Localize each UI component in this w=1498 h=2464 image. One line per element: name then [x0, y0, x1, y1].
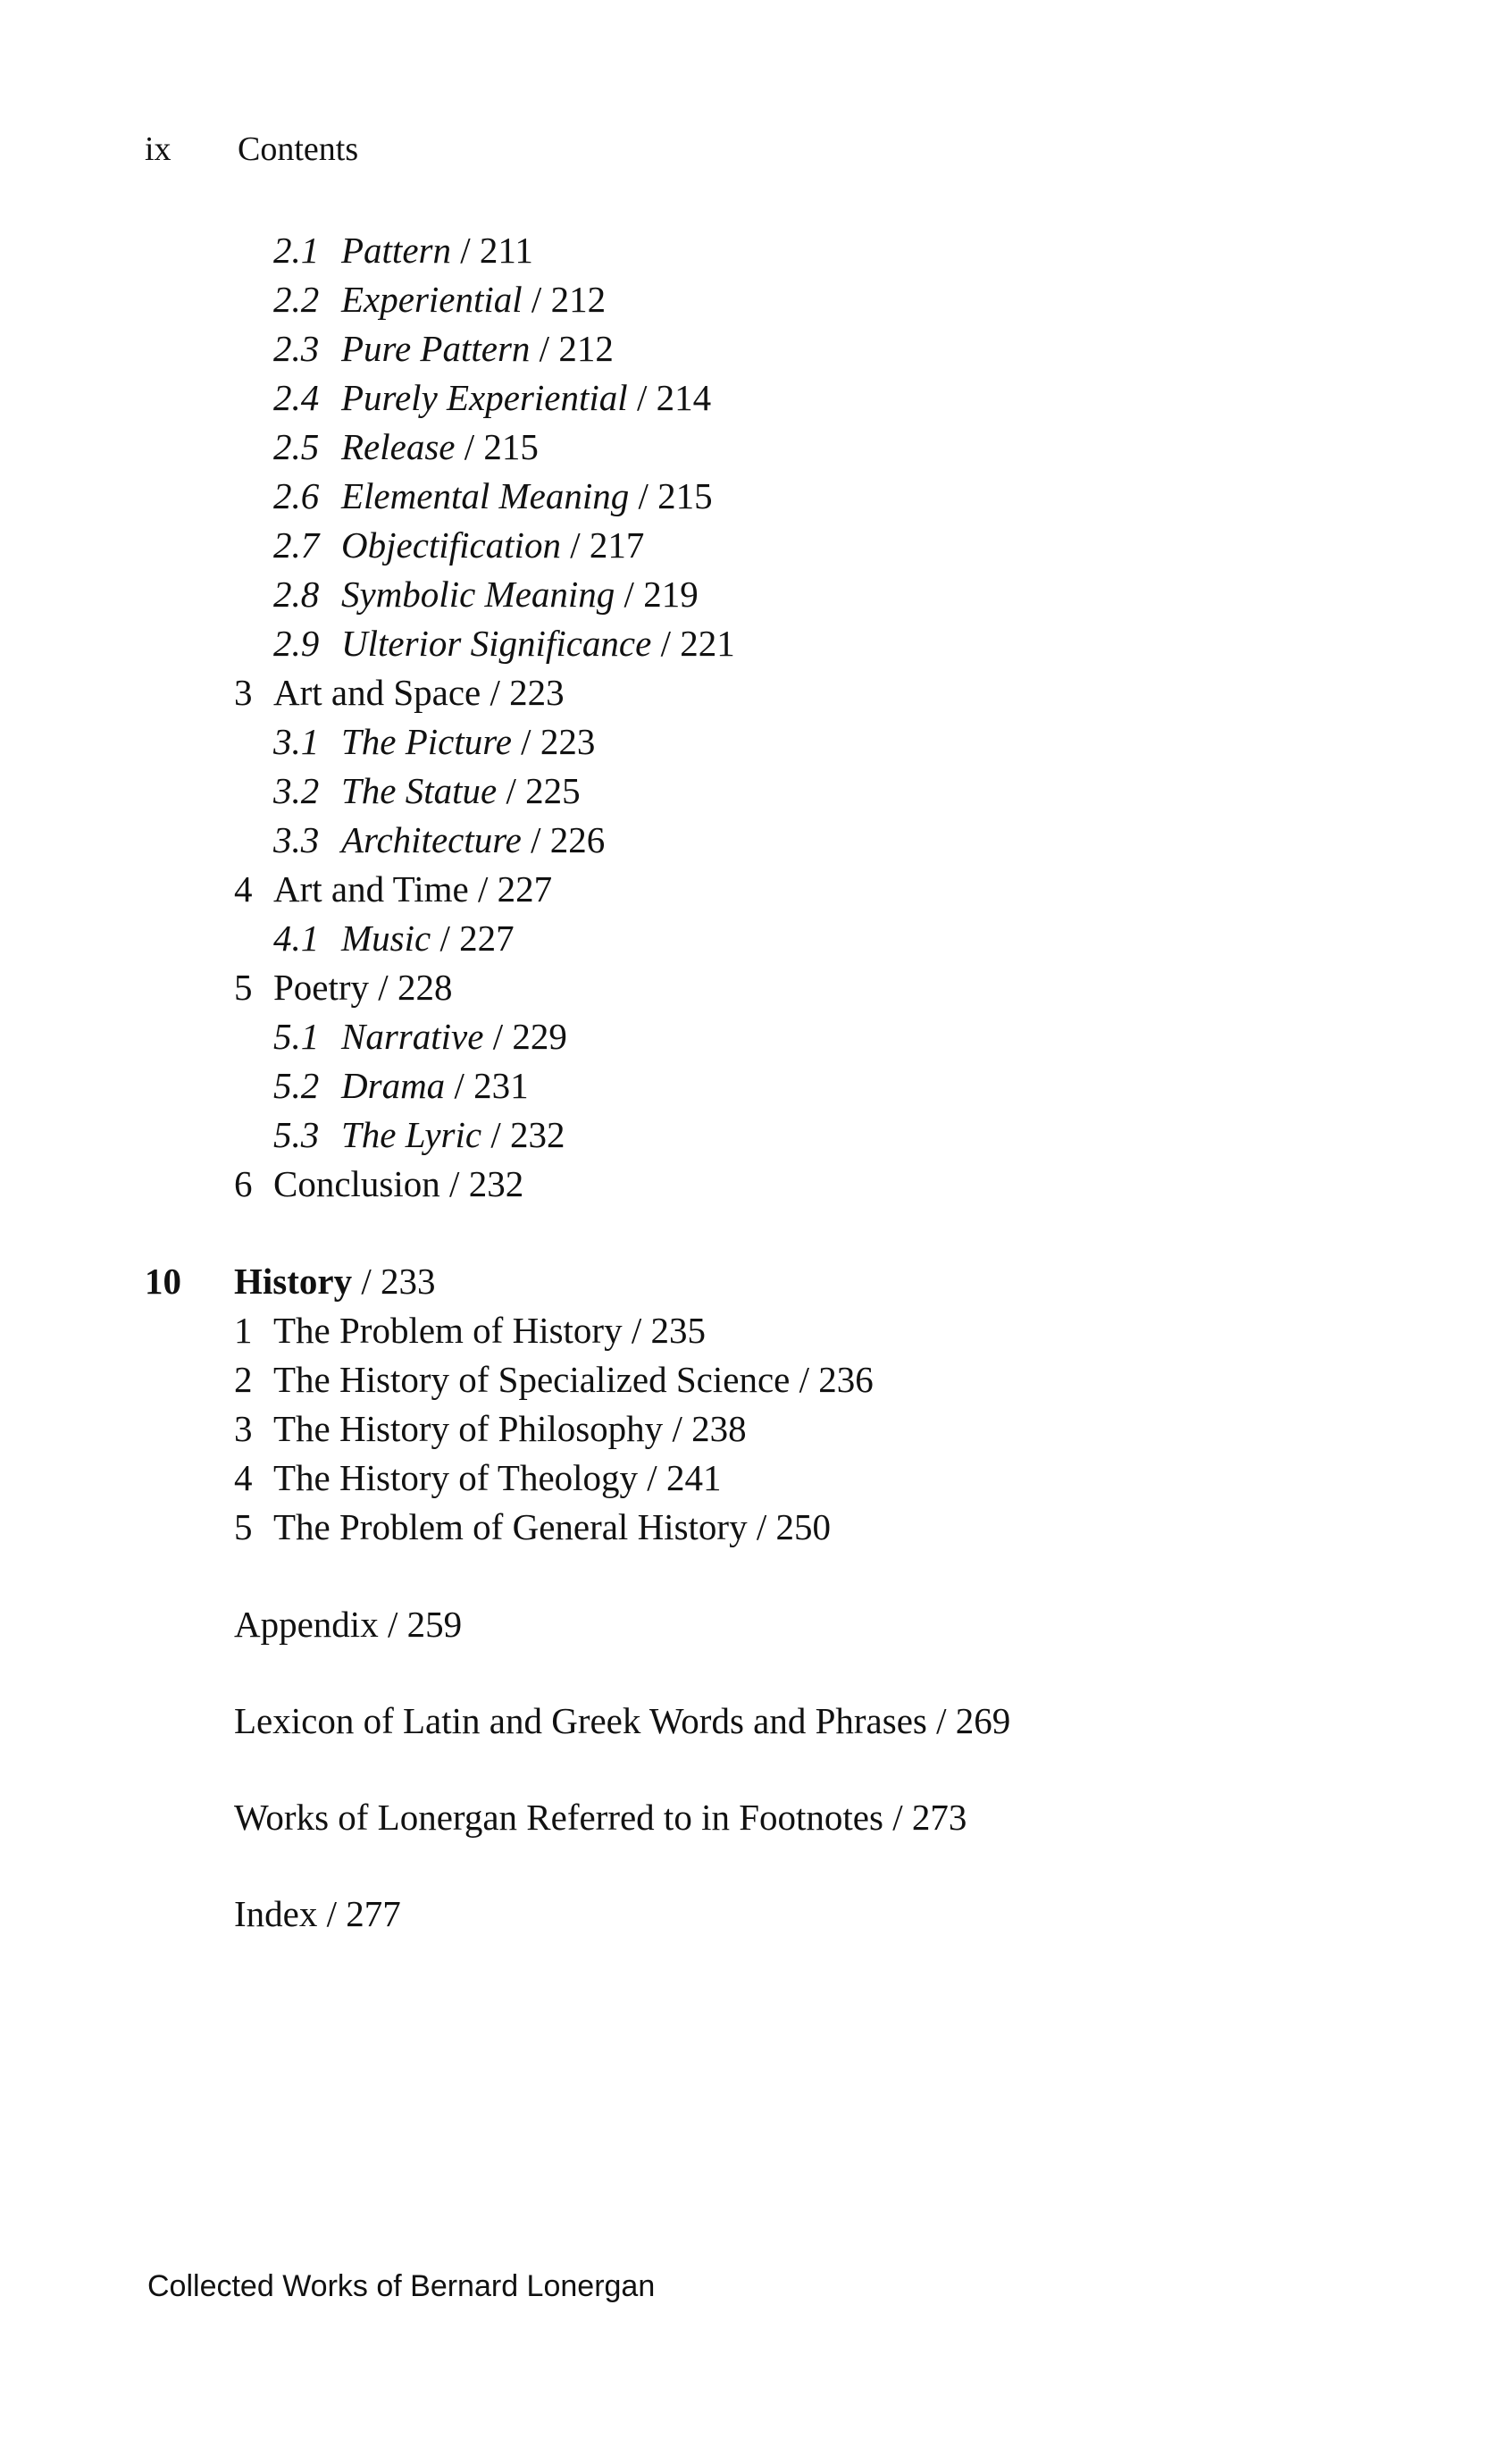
separator: / — [369, 967, 398, 1008]
chapter-number: 10 — [145, 1261, 181, 1302]
entry-title: Objectification — [341, 524, 561, 566]
toc-entry[interactable] — [145, 423, 1440, 472]
entry-title: Ulterior Significance — [341, 623, 652, 664]
separator: / — [468, 868, 498, 909]
separator: / — [883, 1797, 912, 1838]
entry-number: 2.8 — [273, 574, 320, 615]
back-matter-title: Lexicon of Latin and Greek Words and Phrases — [234, 1700, 927, 1741]
toc-entry[interactable] — [145, 1110, 1440, 1160]
back-matter-page: 277 — [346, 1893, 401, 1934]
toc-entry[interactable] — [145, 1061, 1440, 1110]
entry-number: 4.1 — [273, 918, 320, 959]
toc-section[interactable] — [145, 668, 1440, 717]
entry-number: 2.7 — [273, 524, 320, 566]
toc-entry[interactable] — [145, 717, 1440, 767]
section-title: Conclusion — [273, 1163, 440, 1204]
section-title: Poetry — [273, 967, 370, 1008]
entry-page: 215 — [483, 426, 539, 467]
section-page: 227 — [497, 868, 553, 909]
entry-page: 212 — [558, 328, 614, 369]
entry-page: 212 — [550, 279, 607, 320]
entry-title: Music — [341, 918, 431, 959]
toc-entry[interactable] — [145, 1012, 1440, 1061]
separator: / — [522, 279, 551, 320]
entry-title: Elemental Meaning — [341, 475, 630, 516]
back-matter-page: 269 — [955, 1700, 1011, 1741]
separator: / — [638, 1457, 666, 1498]
toc-section[interactable] — [145, 1503, 1440, 1552]
entry-title: Release — [341, 426, 456, 467]
separator: / — [560, 524, 590, 566]
separator: / — [317, 1893, 347, 1934]
entry-title: Narrative — [341, 1016, 484, 1057]
chapter-page: 233 — [381, 1261, 436, 1302]
section-page: 232 — [468, 1163, 524, 1204]
entry-page: 217 — [589, 524, 645, 566]
section-page: 228 — [397, 967, 453, 1008]
entry-title: The Statue — [341, 770, 498, 811]
separator: / — [629, 475, 658, 516]
entry-title: Symbolic Meaning — [341, 574, 615, 615]
entry-number: 3.2 — [273, 770, 320, 811]
back-matter-title: Appendix — [234, 1604, 379, 1645]
entry-title: Experiential — [341, 279, 523, 320]
entry-number: 3.1 — [273, 721, 320, 762]
entry-title: The Lyric — [341, 1114, 482, 1155]
separator: / — [926, 1700, 956, 1741]
entry-number: 5.2 — [273, 1065, 320, 1106]
entry-page: 232 — [509, 1114, 565, 1155]
separator: / — [450, 230, 480, 271]
entry-number: 2.6 — [273, 475, 320, 516]
section-title: The History of Specialized Science — [273, 1359, 791, 1400]
toc-entry[interactable] — [145, 226, 1440, 275]
toc-back-matter-works[interactable] — [145, 1793, 1440, 1842]
section-number: 2 — [234, 1359, 253, 1400]
entry-title: Architecture — [341, 819, 522, 860]
separator: / — [627, 377, 657, 418]
separator: / — [622, 1310, 651, 1351]
toc-section[interactable] — [145, 963, 1440, 1012]
toc-section[interactable] — [145, 1454, 1440, 1503]
section-page: 250 — [775, 1506, 831, 1547]
toc-entry[interactable] — [145, 619, 1440, 668]
entry-number: 2.1 — [273, 230, 320, 271]
separator: / — [651, 623, 681, 664]
toc-back-matter-appendix[interactable] — [145, 1600, 1440, 1649]
section-title: Art and Time — [273, 868, 469, 909]
toc-entry[interactable] — [145, 472, 1440, 521]
toc-entry[interactable] — [145, 816, 1440, 865]
separator: / — [481, 1114, 510, 1155]
spacer — [145, 1842, 1440, 1890]
running-title: Contents — [238, 130, 359, 168]
page-number: ix — [145, 130, 172, 168]
entry-number: 5.3 — [273, 1114, 320, 1155]
section-number: 5 — [234, 1506, 253, 1547]
entry-title: Pattern — [341, 230, 451, 271]
section-number: 5 — [234, 967, 253, 1008]
section-number: 3 — [234, 1408, 253, 1449]
toc-section[interactable] — [145, 1160, 1440, 1209]
separator: / — [497, 770, 526, 811]
separator: / — [431, 918, 460, 959]
entry-page: 225 — [525, 770, 581, 811]
separator: / — [378, 1604, 407, 1645]
section-title: The History of Philosophy — [273, 1408, 664, 1449]
toc-entry[interactable] — [145, 275, 1440, 324]
separator: / — [445, 1065, 474, 1106]
entry-number: 2.2 — [273, 279, 320, 320]
separator: / — [511, 721, 540, 762]
toc-section[interactable] — [145, 1355, 1440, 1404]
separator: / — [521, 819, 550, 860]
entry-page: 221 — [680, 623, 735, 664]
section-title: The History of Theology — [273, 1457, 639, 1498]
toc-entry[interactable] — [145, 373, 1440, 423]
separator: / — [615, 574, 644, 615]
toc-back-matter-index[interactable] — [145, 1890, 1440, 1939]
separator: / — [439, 1163, 469, 1204]
toc-chapter[interactable] — [145, 1257, 1440, 1306]
toc-entry[interactable] — [145, 914, 1440, 963]
toc-section[interactable] — [145, 865, 1440, 914]
toc-back-matter-lexicon[interactable] — [145, 1697, 1440, 1746]
section-page: 223 — [509, 672, 565, 713]
entry-title: The Picture — [341, 721, 512, 762]
back-matter-page: 259 — [406, 1604, 463, 1645]
entry-page: 226 — [549, 819, 606, 860]
separator: / — [352, 1261, 381, 1302]
separator: / — [483, 1016, 513, 1057]
section-page: 238 — [691, 1408, 747, 1449]
entry-title: Pure Pattern — [341, 328, 531, 369]
section-number: 4 — [234, 1457, 253, 1498]
entry-page: 229 — [512, 1016, 567, 1057]
spacer — [145, 1552, 1440, 1600]
entry-page: 231 — [473, 1065, 529, 1106]
separator: / — [790, 1359, 819, 1400]
back-matter-title: Index — [234, 1893, 318, 1934]
entry-number: 2.3 — [273, 328, 320, 369]
section-title: The Problem of General History — [273, 1506, 748, 1547]
entry-title: Purely Experiential — [341, 377, 628, 418]
spacer — [145, 1649, 1440, 1697]
toc-section[interactable] — [145, 1306, 1440, 1355]
toc-entry[interactable] — [145, 521, 1440, 570]
separator: / — [747, 1506, 776, 1547]
section-title: Art and Space — [273, 672, 481, 713]
entry-page: 219 — [643, 574, 699, 615]
separator: / — [663, 1408, 692, 1449]
chapter-title: History — [234, 1261, 353, 1302]
table-of-contents — [145, 226, 1440, 1939]
toc-entry[interactable] — [145, 570, 1440, 619]
entry-page: 223 — [540, 721, 596, 762]
separator: / — [481, 672, 510, 713]
entry-page: 211 — [479, 230, 533, 271]
section-number: 4 — [234, 868, 253, 909]
entry-number: 3.3 — [273, 819, 320, 860]
spacer — [145, 1209, 1440, 1257]
separator: / — [530, 328, 559, 369]
entry-page: 227 — [459, 918, 515, 959]
section-number: 3 — [234, 672, 253, 713]
section-number: 6 — [234, 1163, 253, 1204]
entry-number: 5.1 — [273, 1016, 320, 1057]
entry-page: 214 — [656, 377, 712, 418]
section-title: The Problem of History — [273, 1310, 623, 1351]
spacer — [145, 1746, 1440, 1793]
entry-number: 2.4 — [273, 377, 320, 418]
footer-series-title: Collected Works of Bernard Lonergan — [147, 2269, 656, 2303]
toc-section[interactable] — [145, 1404, 1440, 1454]
entry-title: Drama — [341, 1065, 446, 1106]
separator: / — [455, 426, 484, 467]
entry-page: 215 — [657, 475, 713, 516]
toc-entry[interactable] — [145, 324, 1440, 373]
section-page: 241 — [665, 1457, 722, 1498]
entry-number: 2.9 — [273, 623, 320, 664]
entry-number: 2.5 — [273, 426, 320, 467]
back-matter-title: Works of Lonergan Referred to in Footnotes — [234, 1797, 883, 1838]
toc-entry[interactable] — [145, 767, 1440, 816]
section-page: 236 — [818, 1359, 874, 1400]
section-number: 1 — [234, 1310, 253, 1351]
section-page: 235 — [650, 1310, 706, 1351]
back-matter-page: 273 — [911, 1797, 967, 1838]
